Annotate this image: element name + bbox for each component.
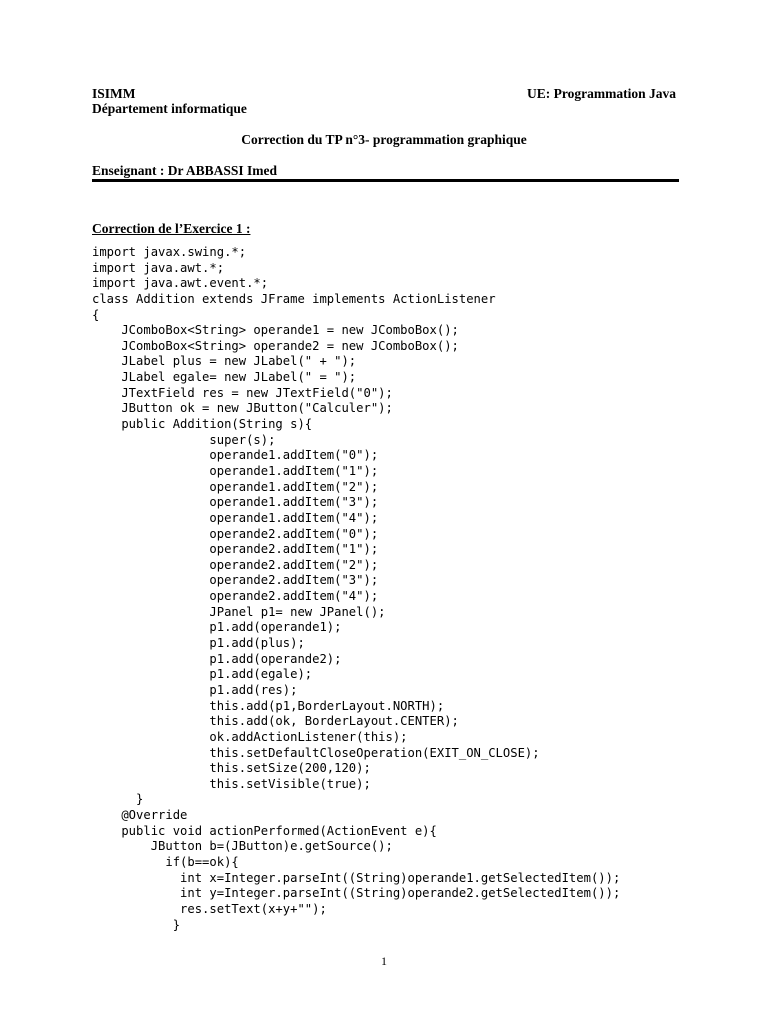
code-line: this.setSize(200,120);: [92, 761, 371, 776]
code-line: JButton ok = new JButton("Calculer");: [92, 401, 393, 416]
course-name: UE: Programmation Java: [527, 86, 676, 101]
code-line: p1.add(operande1);: [92, 620, 342, 635]
code-line: operande1.addItem("3");: [92, 495, 379, 510]
code-line: this.setDefaultCloseOperation(EXIT_ON_CLOSE);: [92, 745, 540, 760]
header-divider: [92, 179, 679, 182]
code-line: super(s);: [92, 432, 276, 447]
code-line: public void actionPerformed(ActionEvent e){: [92, 823, 437, 838]
code-line: operande1.addItem("2");: [92, 479, 379, 494]
code-line: this.setVisible(true);: [92, 776, 371, 791]
code-line: res.setText(x+y+"");: [92, 901, 327, 916]
code-line: operande1.addItem("4");: [92, 510, 379, 525]
code-line: {: [92, 307, 100, 322]
document-title: Correction du TP n°3- programmation graphique: [241, 132, 527, 147]
code-line: operande2.addItem("1");: [92, 542, 379, 557]
code-line: import java.awt.*;: [92, 260, 225, 275]
code-line: JLabel egale= new JLabel(" = ");: [92, 370, 357, 385]
department-name: Département informatique: [92, 101, 247, 116]
code-line: operande2.addItem("2");: [92, 557, 379, 572]
code-line: p1.add(egale);: [92, 667, 313, 682]
code-line: JPanel p1= new JPanel();: [92, 604, 386, 619]
code-line: JComboBox<String> operande2 = new JComboBox();: [92, 338, 459, 353]
code-line: p1.add(operande2);: [92, 651, 342, 666]
code-line: p1.add(plus);: [92, 636, 305, 651]
code-line: this.add(p1,BorderLayout.NORTH);: [92, 698, 445, 713]
code-line: JButton b=(JButton)e.getSource();: [92, 839, 393, 854]
code-line: if(b==ok){: [92, 854, 239, 869]
code-line: import java.awt.event.*;: [92, 276, 269, 291]
code-line: }: [92, 917, 181, 932]
code-line: ok.addActionListener(this);: [92, 729, 408, 744]
code-line: p1.add(res);: [92, 682, 298, 697]
code-line: operande1.addItem("0");: [92, 448, 379, 463]
code-listing: [92, 245, 620, 933]
institution-name: ISIMM: [92, 86, 136, 101]
code-line: }: [92, 792, 144, 807]
code-line: import javax.swing.*;: [92, 245, 247, 259]
code-line: int x=Integer.parseInt((String)operande1.getSelectedItem());: [92, 870, 621, 885]
exercise-heading: Correction de l’Exercice 1 :: [92, 221, 251, 236]
code-line: JLabel plus = new JLabel(" + ");: [92, 354, 357, 369]
code-line: operande2.addItem("0");: [92, 526, 379, 541]
page-number: 1: [381, 954, 387, 968]
teacher-name: Enseignant : Dr ABBASSI Imed: [92, 163, 278, 178]
code-line: JTextField res = new JTextField("0");: [92, 385, 393, 400]
code-line: @Override: [92, 808, 188, 823]
code-line: class Addition extends JFrame implements ActionListener: [92, 291, 496, 306]
code-line: public Addition(String s){: [92, 417, 313, 432]
code-line: operande2.addItem("3");: [92, 573, 379, 588]
code-line: operande1.addItem("1");: [92, 463, 379, 478]
code-line: this.add(ok, BorderLayout.CENTER);: [92, 714, 459, 729]
code-line: int y=Integer.parseInt((String)operande2.getSelectedItem());: [92, 886, 621, 901]
code-line: operande2.addItem("4");: [92, 589, 379, 604]
code-line: JComboBox<String> operande1 = new JComboBox();: [92, 323, 459, 338]
